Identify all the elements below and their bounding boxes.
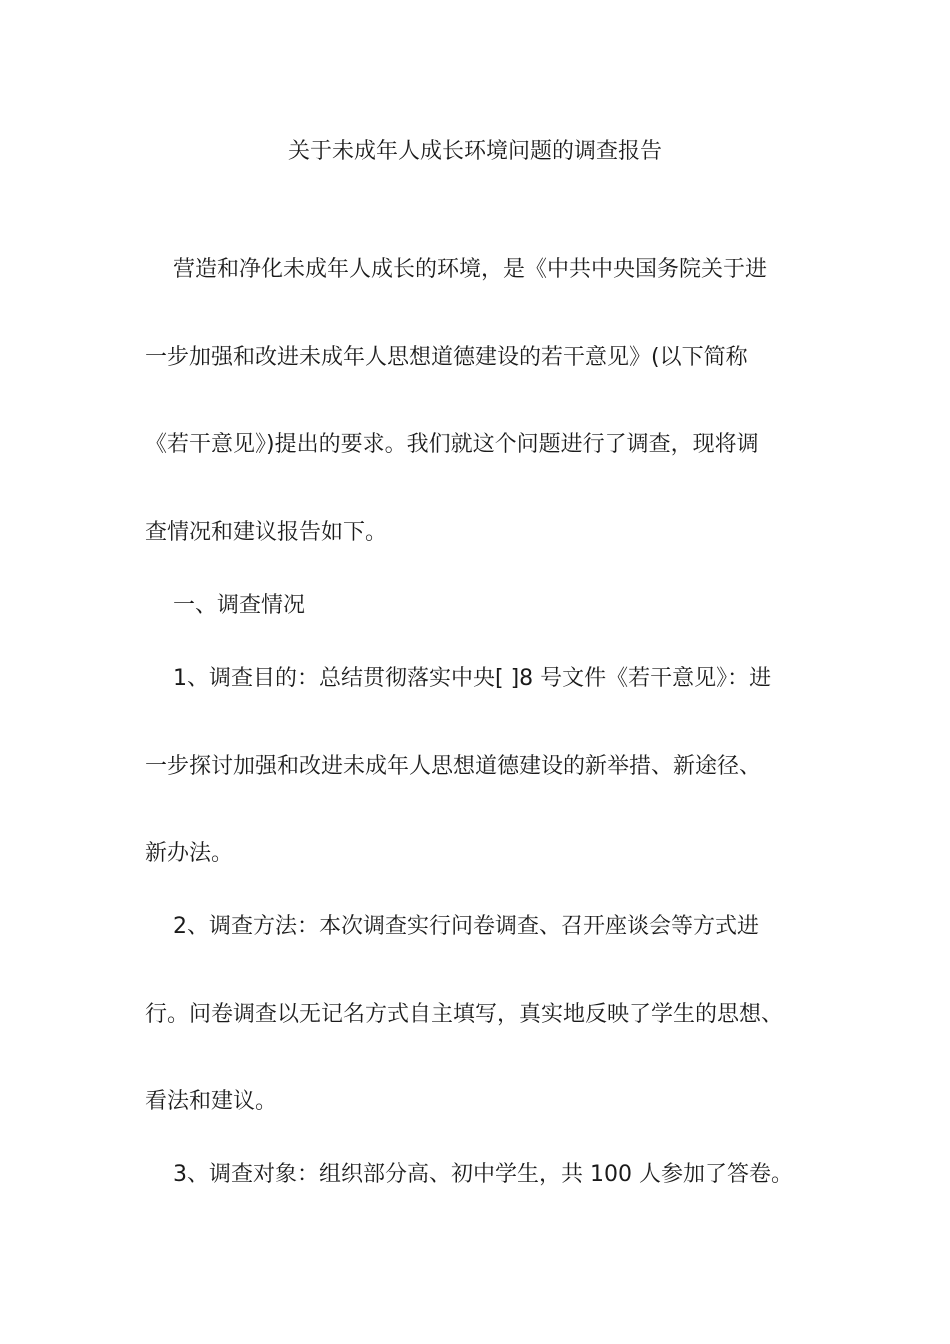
item-1-line-2: 一步探讨加强和改进未成年人思想道德建设的新举措、新途径、 xyxy=(145,754,762,779)
item-2-line-2: 行。问卷调查以无记名方式自主填写，真实地反映了学生的思想、 xyxy=(145,1002,784,1027)
document-title: 关于未成年人成长环境问题的调查报告 xyxy=(287,139,662,164)
item-3-line-1: 3、调查对象：组织部分高、初中学生，共 100 人参加了答卷。 xyxy=(173,1162,793,1187)
item-2-line-3: 看法和建议。 xyxy=(145,1089,278,1114)
item-1-line-3: 新办法。 xyxy=(145,841,234,866)
paragraph-intro-line-3: 《若干意见》)提出的要求。我们就这个问题进行了调查，现将调 xyxy=(145,432,759,457)
paragraph-intro-line-4: 查情况和建议报告如下。 xyxy=(145,520,388,545)
section-heading: 一、调查情况 xyxy=(173,593,306,618)
item-2-line-1: 2、调查方法：本次调查实行问卷调查、召开座谈会等方式进 xyxy=(173,914,759,939)
item-1-line-1: 1、调查目的：总结贯彻落实中央[ ]8 号文件《若干意见》：进 xyxy=(173,666,772,691)
paragraph-intro-line-2: 一步加强和改进未成年人思想道德建设的若干意见》(以下简称 xyxy=(145,345,748,370)
paragraph-intro-line-1: 营造和净化未成年人成长的环境，是《中共中央国务院关于进 xyxy=(173,257,768,282)
